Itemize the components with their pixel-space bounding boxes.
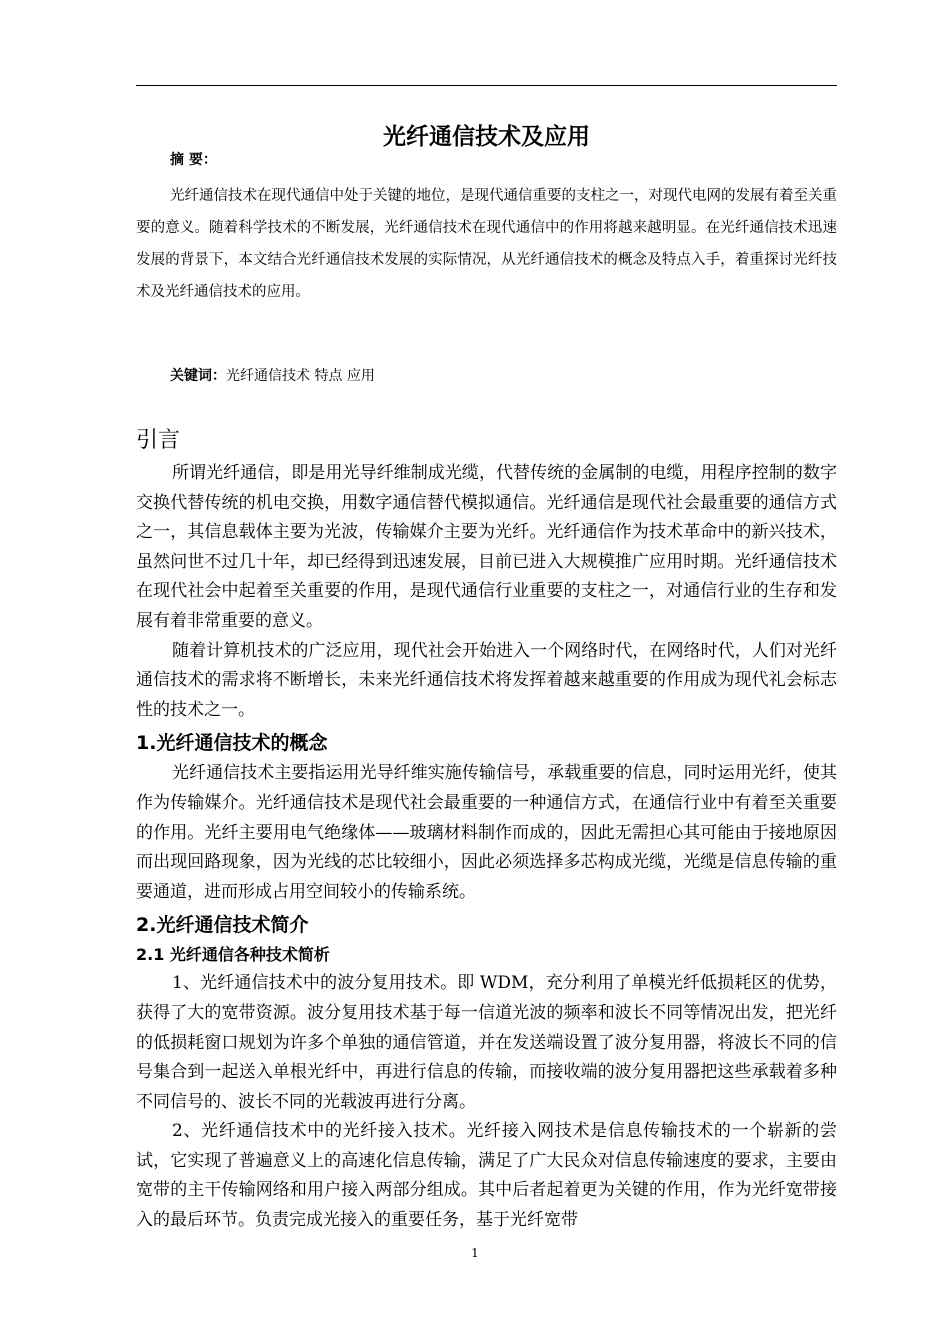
intro-paragraph: 所谓光纤通信，即是用光导纤维制成光缆，代替传统的金属制的电缆，用程序控制的数字交换代替传统的机电交换，用数字通信替代模拟通信。光纤通信是现代社会最重要的通信方式之一，其信息载体主要为光波，传输媒介主要为光纤。光纤通信作为技术革命中的新兴技术，虽然问世不过几十年，却已经得到迅速发展，目前已进入大规模推广应用时期。光纤通信技术在现代社会中起着至关重要的作用，是现代通信行业重要的支柱之一，对通信行业的生存和发展有着非常重要的意义。 xyxy=(136,463,837,631)
section2-1-paragraph: 2、光纤通信技术中的光纤接入技术。光纤接入网技术是信息传输技术的一个崭新的尝试，它实现了普遍意义上的高速化信息传输，满足了广大民众对信息传输速度的要求，主要由宽带的主干传输网络和用户接入两部分组成。其中后者起着更为关键的作用，作为光纤宽带接入的最后环节。负责完成光接入的重要任务，基于光纤宽带 xyxy=(136,1121,837,1231)
section1-heading: 1.光纤通信技术的概念 xyxy=(136,732,328,755)
keywords-line xyxy=(170,364,375,388)
keywords-label: 关键词： xyxy=(170,368,226,384)
section1-paragraph: 光纤通信技术主要指运用光导纤维实施传输信号，承载重要的信息，同时运用光纤，使其作为传输媒介。光纤通信技术是现代社会最重要的一种通信方式，在通信行业中有着至关重要的作用。光纤主要用电气绝缘体——玻璃材料制作而成的，因此无需担心其可能由于接地原因而出现回路现象，因为光线的芯比较细小，因此必须选择多芯构成光缆，光缆是信息传输的重要通道，进而形成占用空间较小的传输系统。 xyxy=(136,763,837,902)
abstract-text: 光纤通信技术在现代通信中处于关键的地位，是现代通信重要的支柱之一，对现代电网的发展有着至关重要的意义。随着科学技术的不断发展，光纤通信技术在现代通信中的作用将越来越明显。在光纤通信技术迅速发展的背景下，本文结合光纤通信技术发展的实际情况，从光纤通信技术的概念及特点入手，着重探讨光纤技术及光纤通信技术的应用。 xyxy=(136,188,837,300)
body-content xyxy=(136,423,837,1236)
page-number: 1 xyxy=(471,1246,479,1260)
keywords-text: 光纤通信技术 特点 应用 xyxy=(226,368,375,384)
intro-heading: 引言 xyxy=(136,428,181,453)
section2-heading: 2.光纤通信技术简介 xyxy=(136,914,309,937)
abstract-label: 摘 要： xyxy=(170,152,217,168)
section2-1-paragraph: 1、光纤通信技术中的波分复用技术。即 WDM，充分利用了单模光纤低损耗区的优势，获得了大的宽带资源。波分复用技术基于每一信道光波的频率和波长不同等情况出发，把光纤的低损耗窗口规划为许多个单独的通信管道，并在发送端设置了波分复用器，将波长不同的信号集合到一起送入单根光纤中，再进行信息的传输，而接收端的波分复用器把这些承载着多种不同信号的、波长不同的光载波再进行分离。 xyxy=(136,973,837,1112)
document-title: 光纤通信技术及应用 xyxy=(383,124,590,150)
header-rule xyxy=(136,85,837,86)
intro-paragraph: 随着计算机技术的广泛应用，现代社会开始进入一个网络时代，在网络时代，人们对光纤通信技术的需求将不断增长，未来光纤通信技术将发挥着越来越重要的作用成为现代礼会标志性的技术之一。 xyxy=(136,640,837,720)
section2-1-heading: 2.1 光纤通信各种技术简析 xyxy=(136,945,330,965)
